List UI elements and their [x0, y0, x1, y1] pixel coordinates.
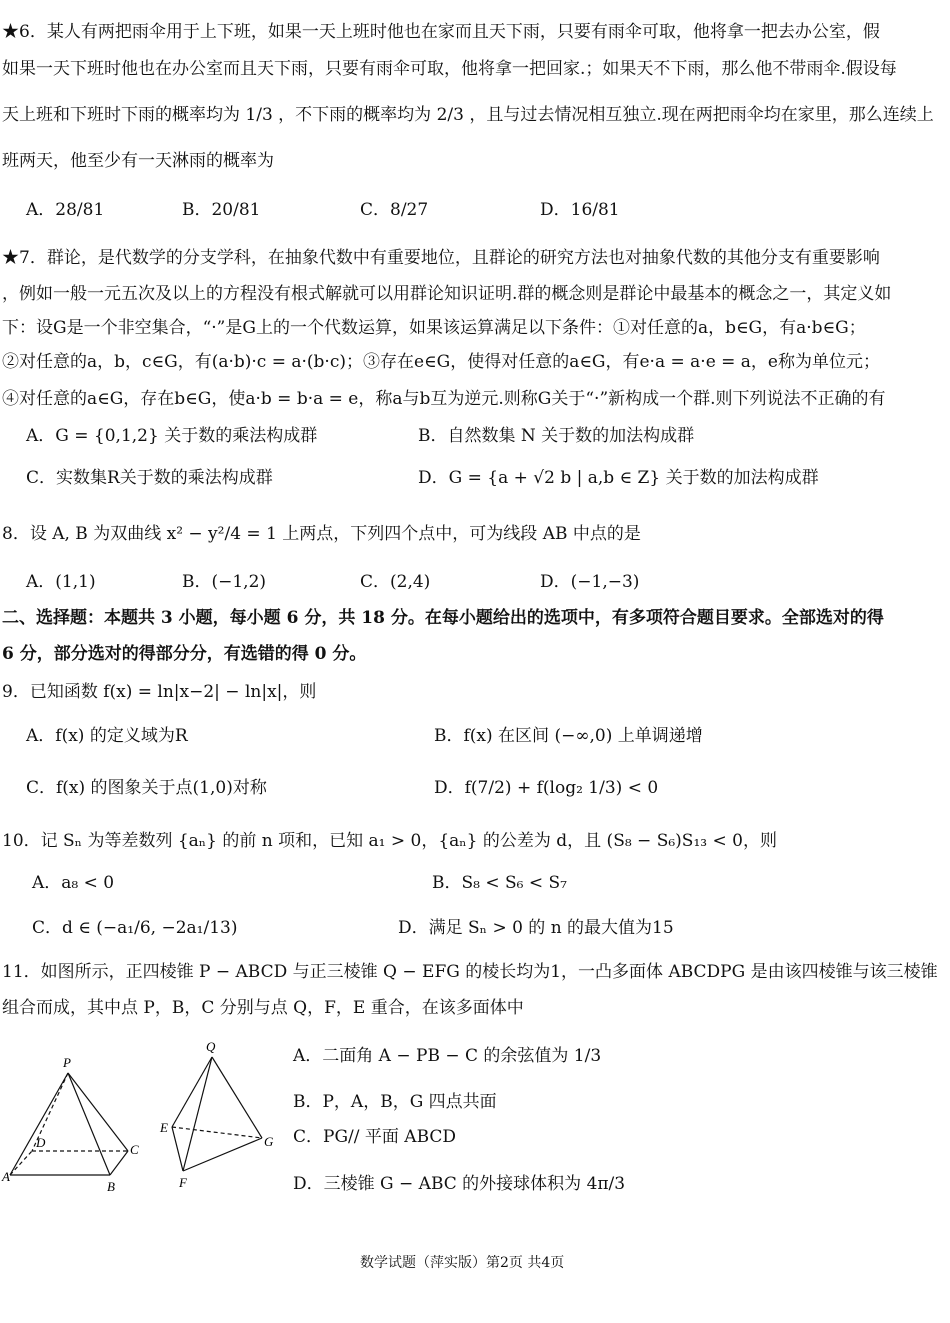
edge-ef — [172, 1127, 183, 1171]
label-e: E — [160, 1120, 168, 1135]
edge-pa — [10, 1073, 68, 1175]
q8-line1: 8．设 A, B 为双曲线 x² − y²/4 = 1 上两点，下列四个点中，可为线段 AB 中点的是 — [2, 524, 641, 544]
edge-qf — [183, 1057, 212, 1171]
section2-line2: 6 分，部分选对的得部分分，有选错的得 0 分。 — [2, 644, 367, 664]
q7-option-b: B．自然数集 N 关于数的加法构成群 — [418, 426, 695, 446]
q11-line2: 组合而成，其中点 P，B，C 分别与点 Q，F，E 重合，在该多面体中 — [2, 998, 524, 1018]
label-g: G — [264, 1134, 274, 1149]
edge-pc — [68, 1073, 128, 1151]
edge-qg — [212, 1057, 262, 1138]
q6-option-b: B．20/81 — [182, 200, 261, 220]
page-footer: 数学试题（萍实版）第2页 共4页 — [360, 1255, 565, 1271]
q11-option-b: B．P，A，B，G 四点共面 — [293, 1092, 497, 1112]
q6-line3: 天上班和下班时下雨的概率均为 1/3 ，不下雨的概率均为 2/3 ，且与过去情况相互独立.现在两把雨伞均在家里，那么连续上 — [2, 105, 934, 125]
q9-option-c: C．f(x) 的图象关于点(1,0)对称 — [26, 778, 267, 798]
edge-pb — [68, 1073, 110, 1175]
q6-line1: ★6．某人有两把雨伞用于上下班，如果一天上班时他也在家而且天下雨，只要有雨伞可取，他将拿一把去办公室，假 — [2, 22, 880, 42]
q8-option-b: B．(−1,2) — [182, 572, 267, 592]
q6-line4: 班两天，他至少有一天淋雨的概率为 — [2, 151, 274, 171]
q6-option-d: D．16/81 — [540, 200, 620, 220]
q7-option-d: D．G = {a + √2 b | a,b ∈ Z} 关于数的加法构成群 — [418, 468, 819, 488]
label-q: Q — [206, 1039, 216, 1054]
q6-line2: 如果一天下班时他也在办公室而且天下雨，只要有雨伞可取，他将拿一把回家.；如果天不下雨，那么他不带雨伞.假设每 — [2, 59, 897, 79]
q6-option-c: C．8/27 — [360, 200, 429, 220]
q8-option-c: C．(2,4) — [360, 572, 431, 592]
section2-line1: 二、选择题：本题共 3 小题，每小题 6 分，共 18 分。在每小题给出的选项中，有多项符合题目要求。全部选对的得 — [2, 608, 884, 628]
q11-option-a: A．二面角 A − PB − C 的余弦值为 1/3 — [293, 1046, 602, 1066]
label-d: D — [36, 1135, 46, 1150]
q7-line2: ，例如一般一元五次及以上的方程没有根式解就可以用群论知识证明.群的概念则是群论中最基本的概念之一，其定义如 — [2, 284, 892, 304]
q9-option-d: D．f(7/2) + f(log₂ 1/3) < 0 — [434, 778, 659, 798]
q7-line4: ②对任意的a，b，c∈G，有(a·b)·c = a·(b·c)；③存在e∈G，使得对任意的a∈G，有e·a = a·e = a，e称为单位元； — [2, 352, 880, 372]
q10-option-a: A．a₈ < 0 — [32, 873, 115, 893]
q7-option-c: C．实数集R关于数的乘法构成群 — [26, 468, 273, 488]
edge-eg — [172, 1127, 262, 1138]
tetra-figure — [172, 1057, 262, 1171]
q7-line3: 下：设G是一个非空集合，“·”是G上的一个代数运算，如果该运算满足以下条件：①对任意的a，b∈G，有a·b∈G； — [2, 318, 866, 338]
q7-option-a: A．G = {0,1,2} 关于数的乘法构成群 — [26, 426, 318, 446]
q10-option-b: B．S₈ < S₆ < S₇ — [432, 873, 567, 893]
q8-option-d: D．(−1,−3) — [540, 572, 640, 592]
edge-bc — [110, 1151, 128, 1175]
q11-option-c: C．PG// 平面 ABCD — [293, 1127, 457, 1147]
q10-line1: 10．记 Sₙ 为等差数列 {aₙ} 的前 n 项和，已知 a₁ > 0，{aₙ} 的公差为 d，且 (S₈ − S₆)S₁₃ < 0，则 — [2, 831, 777, 851]
q11-figure — [0, 1035, 290, 1195]
q11-line1: 11．如图所示，正四棱锥 P − ABCD 与正三棱锥 Q − EFG 的棱长均为1，一凸多面体 ABCDPG 是由该四棱锥与该三棱锥 — [2, 962, 938, 982]
edge-qe — [172, 1057, 212, 1127]
q9-option-b: B．f(x) 在区间 (−∞,0) 上单调递增 — [434, 726, 703, 746]
q9-line1: 9．已知函数 f(x) = ln|x−2| − ln|x|，则 — [2, 682, 317, 702]
q7-line5: ④对任意的a∈G，存在b∈G，使a·b = b·a = e，称a与b互为逆元.则称G关于“·”新构成一个群.则下列说法不正确的有 — [2, 389, 886, 409]
label-p: P — [63, 1055, 71, 1070]
label-b: B — [107, 1179, 115, 1194]
label-a: A — [2, 1169, 10, 1184]
q8-option-a: A．(1,1) — [26, 572, 96, 592]
q9-option-a: A．f(x) 的定义域为R — [26, 726, 188, 746]
q10-option-d: D．满足 Sₙ > 0 的 n 的最大值为15 — [398, 918, 674, 938]
edge-fg — [183, 1138, 262, 1171]
label-c: C — [130, 1142, 139, 1157]
q7-line1: ★7．群论，是代数学的分支学科，在抽象代数中有重要地位，且群论的研究方法也对抽象代数的其他分支有重要影响 — [2, 248, 880, 268]
q6-option-a: A．28/81 — [26, 200, 105, 220]
pyramid-figure — [10, 1073, 128, 1175]
label-f: F — [179, 1175, 187, 1190]
q11-option-d: D．三棱锥 G − ABC 的外接球体积为 4π/3 — [293, 1174, 626, 1194]
q10-option-c: C．d ∈ (−a₁/6, −2a₁/13) — [32, 918, 238, 938]
